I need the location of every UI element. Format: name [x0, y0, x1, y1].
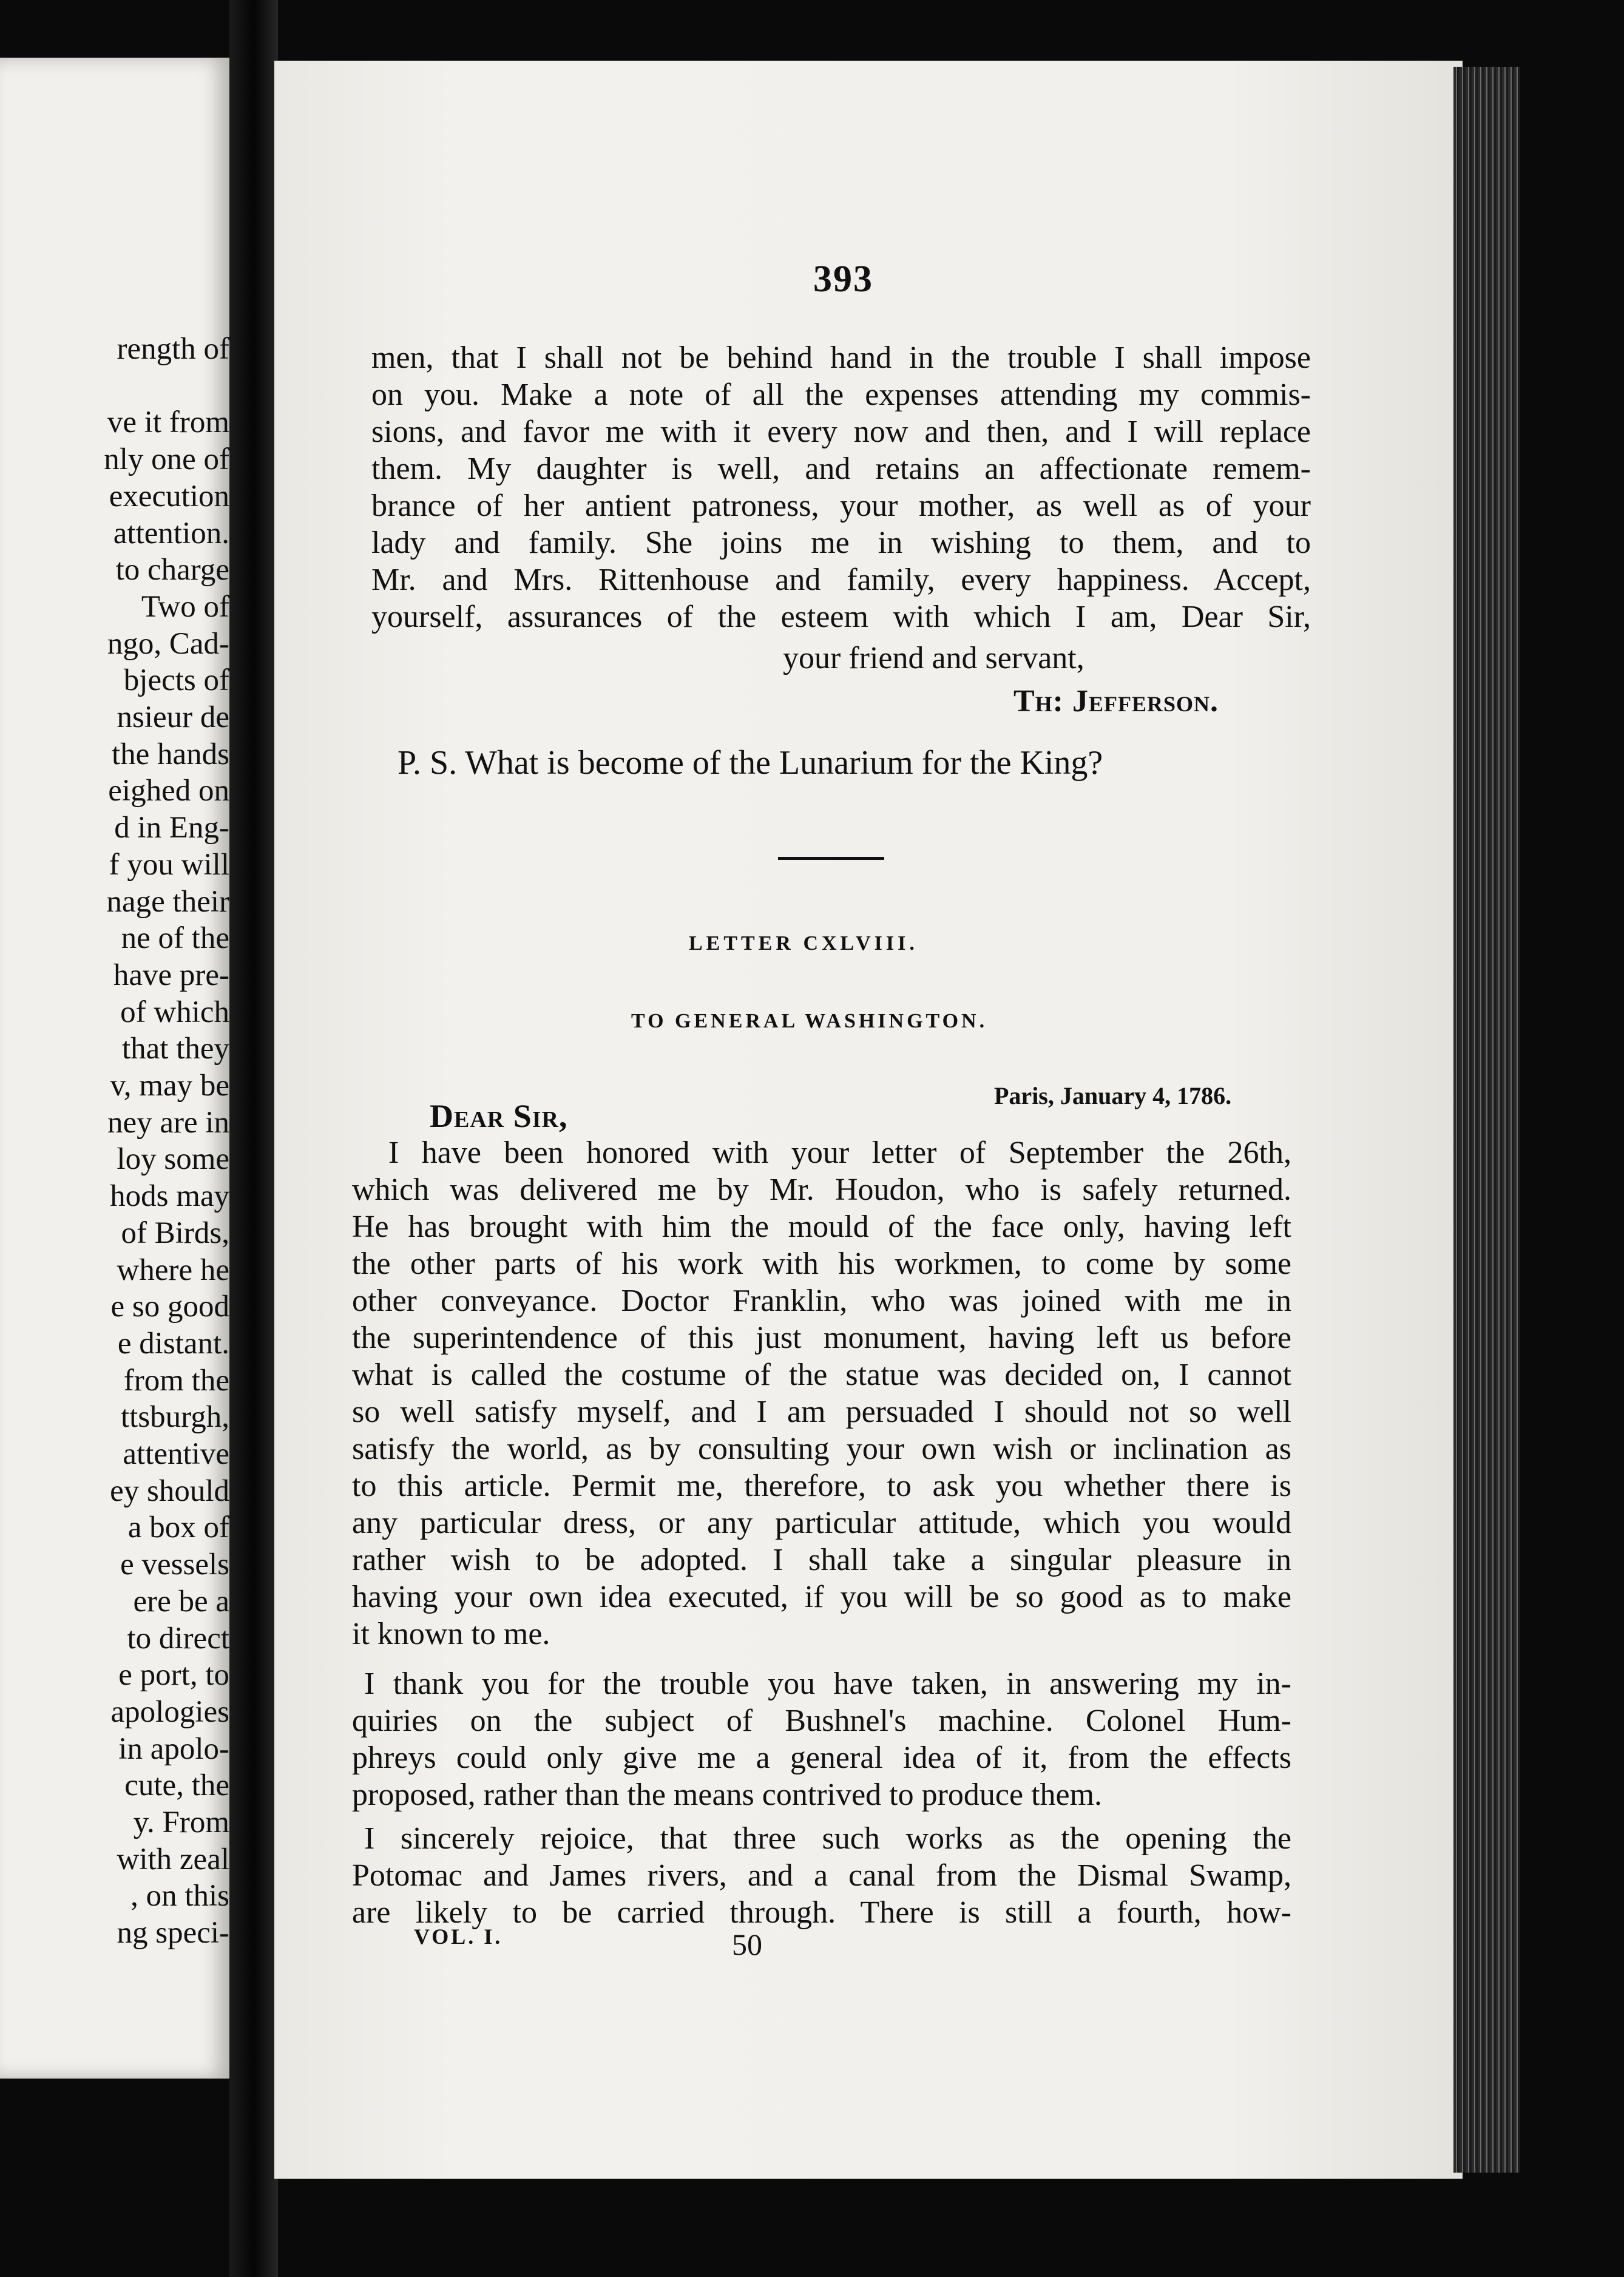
previous-page-line: ere be a	[133, 1584, 229, 1619]
previous-page-line: execution	[109, 479, 229, 513]
previous-page-line: f you will	[109, 847, 229, 882]
previous-page-line: where he	[117, 1253, 229, 1287]
text-line: sions, and favor me with it every now and then, and I will replace	[371, 414, 1311, 449]
previous-page-line: v, may be	[110, 1069, 229, 1103]
text-line: rather wish to be adopted. I shall take a singular pleasure in	[352, 1543, 1291, 1577]
text-line: any particular dress, or any particular attitude, which you would	[352, 1506, 1291, 1540]
text-line: other conveyance. Doctor Franklin, who was joined with me in	[352, 1284, 1291, 1318]
previous-page-line: rength of	[117, 332, 229, 366]
postscript: P. S. What is become of the Lunarium for the King?	[398, 744, 1103, 782]
previous-page-line: ne of the	[121, 921, 229, 956]
previous-page-line: cute, the	[124, 1768, 229, 1803]
previous-page-line: , on this	[130, 1879, 229, 1913]
previous-page-line: Two of	[141, 589, 229, 624]
previous-page-line: the hands	[111, 737, 229, 771]
previous-page-line: in apolo-	[118, 1731, 229, 1766]
letter-signature: Th: Jefferson.	[1013, 684, 1219, 719]
text-line: on you. Make a note of all the expenses attending my commis-	[371, 377, 1311, 412]
previous-page-line: of which	[120, 995, 229, 1029]
previous-page-line: apologies	[110, 1694, 229, 1729]
text-line: quiries on the subject of Bushnel's machine. Colonel Hum-	[352, 1704, 1291, 1738]
previous-page-line: e so good	[110, 1290, 229, 1324]
text-line: proposed, rather than the means contrived to produce them.	[352, 1778, 1103, 1812]
previous-page-line: that they	[121, 1032, 229, 1066]
text-line: it known to me.	[352, 1617, 550, 1651]
text-line: to this article. Permit me, therefore, to ask you whether there is	[352, 1469, 1291, 1503]
text-line: the superintendence of this just monument, having left us before	[352, 1321, 1291, 1355]
page-number: 393	[813, 259, 873, 300]
previous-page-line: e port, to	[118, 1658, 229, 1693]
text-line: He has brought with him the mould of the face only, having left	[352, 1210, 1291, 1244]
previous-page-line: of Birds,	[121, 1216, 229, 1250]
letter-salutation: Dear Sir,	[430, 1098, 568, 1134]
previous-page-line: with zeal	[117, 1842, 229, 1876]
footer-signature-mark: 50	[732, 1927, 762, 1961]
page-edges	[1453, 67, 1520, 2173]
letter-dateline: Paris, January 4, 1786.	[994, 1082, 1232, 1109]
previous-page-line: eighed on	[108, 774, 229, 808]
previous-page-line: d in Eng-	[114, 811, 229, 845]
text-line: them. My daughter is well, and retains an affectionate remem-	[371, 452, 1311, 486]
previous-page	[0, 58, 229, 2079]
text-line: yourself, assurances of the esteem with which I am, Dear Sir,	[371, 600, 1311, 634]
text-line: are likely to be carried through. There is still a fourth, how-	[352, 1895, 1291, 1930]
previous-page-line: ve it from	[107, 405, 229, 440]
letter-heading: LETTER CXLVIII.	[689, 932, 918, 955]
previous-page-line: nly one of	[104, 442, 229, 477]
text-line: having your own idea executed, if you will be so good as to make	[352, 1580, 1291, 1614]
letter-signoff: your friend and servant,	[783, 641, 1084, 675]
text-line: so well satisfy myself, and I am persuaded I should not so well	[352, 1395, 1291, 1429]
text-line: lady and family. She joins me in wishing to them, and to	[371, 526, 1311, 560]
previous-page-line: ngo, Cad-	[107, 626, 229, 661]
text-line: which was delivered me by Mr. Houdon, who is safely returned.	[352, 1172, 1291, 1207]
text-line: phreys could only give me a general idea of it, from the effects	[352, 1741, 1291, 1775]
section-divider	[778, 857, 884, 860]
text-line: Mr. and Mrs. Rittenhouse and family, every happiness. Accept,	[371, 563, 1311, 597]
previous-page-line: to direct	[127, 1621, 229, 1656]
text-line: Potomac and James rivers, and a canal from the Dismal Swamp,	[352, 1858, 1291, 1893]
previous-page-line: hods may	[110, 1179, 229, 1214]
previous-page-line: nage their	[106, 884, 229, 919]
previous-page-line: loy some	[117, 1142, 229, 1177]
footer-volume: VOL. I.	[414, 1924, 503, 1949]
previous-page-line: e distant.	[117, 1326, 229, 1361]
text-line: the other parts of his work with his workmen, to come by some	[352, 1247, 1291, 1281]
previous-page-line: ney are in	[107, 1105, 229, 1140]
previous-page-line: attentive	[123, 1437, 229, 1471]
previous-page-line: from the	[123, 1363, 229, 1398]
text-line: men, that I shall not be behind hand in the trouble I shall impose	[371, 340, 1311, 375]
previous-page-line: to charge	[115, 553, 229, 587]
text-line: I have been honored with your letter of September the 26th,	[388, 1135, 1291, 1170]
previous-page-line: ng speci-	[117, 1916, 229, 1951]
text-line: I thank you for the trouble you have taken, in answering my in-	[364, 1666, 1291, 1701]
previous-page-line: nsieur de	[117, 700, 229, 734]
previous-page-line: have pre-	[113, 958, 229, 992]
previous-page-line: y. From	[133, 1805, 229, 1839]
text-line: brance of her antient patroness, your mother, as well as of your	[371, 489, 1311, 523]
text-line: what is called the costume of the statue was decided on, I cannot	[352, 1358, 1291, 1392]
previous-page-line: ttsburgh,	[121, 1400, 229, 1435]
text-line: I sincerely rejoice, that three such works as the opening the	[364, 1821, 1291, 1856]
previous-page-line: bjects of	[123, 663, 229, 698]
previous-page-line: attention.	[113, 516, 229, 550]
previous-page-line: e vessels	[120, 1548, 229, 1582]
previous-page-line: a box of	[127, 1511, 229, 1545]
letter-recipient: TO GENERAL WASHINGTON.	[631, 1010, 988, 1032]
text-line: satisfy the world, as by consulting your own wish or inclination as	[352, 1432, 1291, 1466]
book-gutter	[229, 0, 278, 2277]
previous-page-line: ey should	[110, 1473, 229, 1508]
